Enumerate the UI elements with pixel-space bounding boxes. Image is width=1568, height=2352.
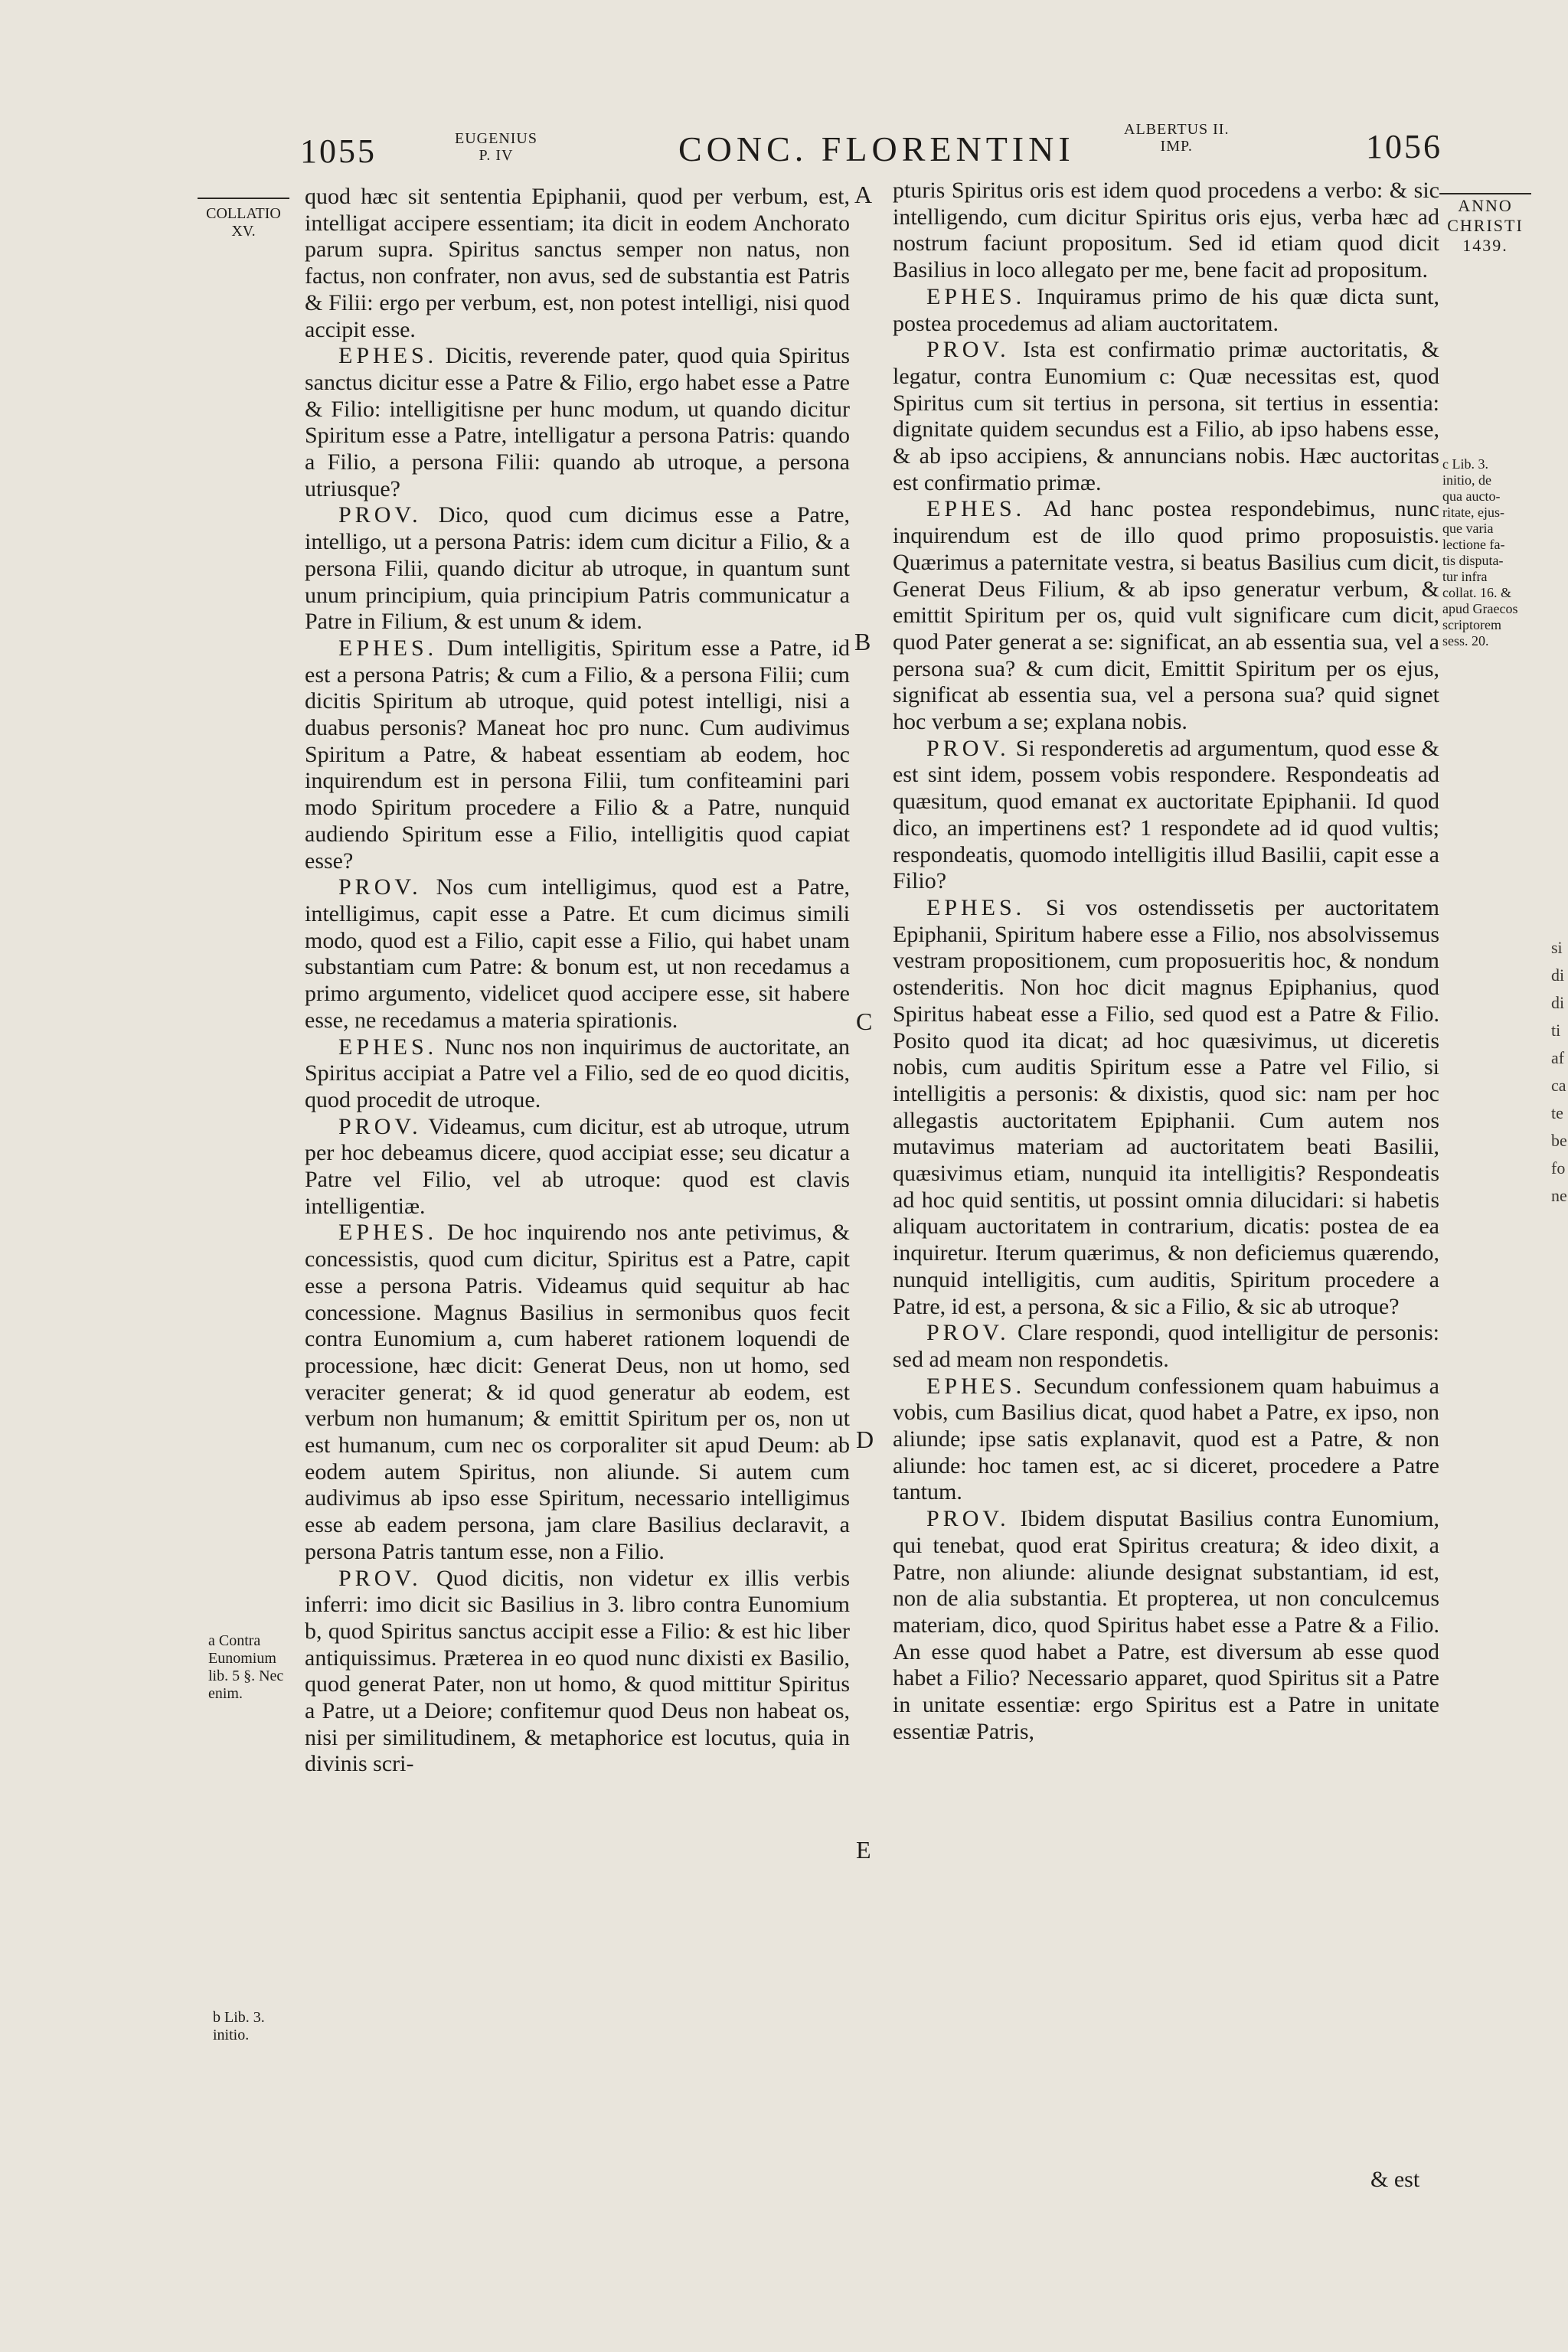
margin-line: b Lib. 3. — [213, 2009, 265, 2026]
speaker-label: PROV. — [926, 1506, 1010, 1532]
right-text-column — [893, 178, 1439, 1745]
page-title: CONC. FLORENTINI — [678, 129, 1075, 168]
speaker-label: EPHES. — [926, 894, 1026, 920]
paragraph-text: Si responderetis ad argumentum, quod esse & est sint idem, possem vobis respondere. Respondeatis ad quæsitum, quod emanat ex auctoritate Epiphanii. Id quod dico, an impertinens est? 1 respondete ad id quod vultis; respondeatis, quomodo intelligitis illud Basilii, capit esse a Filio? — [893, 735, 1440, 894]
paragraph — [893, 1506, 1439, 1745]
speaker-label: EPHES. — [926, 283, 1026, 309]
paragraph — [305, 343, 850, 502]
catchword: & est — [1370, 2167, 1420, 2192]
margin-line: qua aucto- — [1442, 488, 1501, 504]
left-text-column — [305, 184, 850, 1778]
paragraph — [893, 736, 1439, 895]
speaker-label: PROV. — [338, 502, 422, 528]
margin-line: lib. 5 §. Nec — [208, 1668, 284, 1684]
edge-fragment: ca — [1551, 1076, 1566, 1095]
paragraph-text: Quod dicitis, non videtur ex illis verbis inferri: imo dicit sic Basilius in 3. libro contra Eunomium b, quod Spiritus sanctus accipit esse a Filio: & est hic liber antiquissimus. Præterea in eo quod nunc dixisti ex Basilio, quod generat Pater, non ut homo, & quod mittitur Spiritus a Patre, ut a Deiore; confitemur quod Deus non habeat os, nisi per similitudinem, & metaphorice est locutus, quia in divinis scri- — [305, 1565, 851, 1777]
speaker-label: EPHES. — [338, 1220, 438, 1246]
speaker-label: EPHES. — [338, 635, 438, 661]
paragraph — [893, 895, 1439, 1320]
left-running-head — [455, 130, 537, 164]
margin-line: lectione fa- — [1442, 537, 1505, 552]
margin-line: a Contra — [208, 1632, 261, 1649]
speaker-label: PROV. — [338, 1113, 422, 1139]
margin-note-c — [1442, 456, 1537, 649]
edge-fragment: af — [1551, 1048, 1565, 1067]
paragraph-text: Nos cum intelligimus, quod est a Patre, intelligimus, capit esse a Patre. Et cum dicimus simili modo, quod est a Filio, capit esse a Filio, qui habet unam substantiam cum Patre: & bonum est, ut non recedamus a primo argumento, videlicet quod accipere esse, sit habere esse, ne recedamus a materia spirationis. — [305, 874, 851, 1033]
paragraph — [893, 496, 1439, 735]
paragraph-text: Clare respondi, quod intelligitur de personis: sed ad meam non respondetis. — [893, 1320, 1439, 1372]
margin-line: sess. 20. — [1442, 633, 1489, 648]
anno-rule — [1439, 193, 1531, 194]
paragraph — [305, 874, 850, 1034]
paragraph-text: De hoc inquirendo nos ante petivimus, & concessistis, quod cum dicitur, Spiritus est a Patre, capit esse a persona Patris. Videamus quid sequitur ab hac concessione. Magnus Basilius in sermonibus quos fecit contra Eunomium a, cum haberet rationem loquendi de processione, hæc dicit: Generat Deus, non ut homo, sed veraciter generat; & id quod generatur ab eodem, est verbum non humanum; & emittit Spiritum per os, non ut est humanum, cum nec os corporaliter sit apud Deum: ab eodem autem Spiritus, non aliunde. Si autem cum audivimus ab ipso esse Spiritum, necessario intelligimus esse ab eadem persona, jam clare Basilius declaravit, a persona Patris tantum esse, non a Filio. — [305, 1220, 851, 1564]
paragraph — [305, 502, 850, 635]
paragraph-text: Nunc nos non inquirimus de auctoritate, an Spiritus accipiat a Patre vel a Filio, sed de eo quod dicitis, quod procedit de utroque. — [305, 1034, 851, 1112]
paragraph — [305, 1220, 850, 1565]
paragraph-text: Dicitis, reverende pater, quod quia Spiritus sanctus dicitur esse a Patre & Filio, ergo habet esse a Patre & Filio: intelligitisne per hunc modum, ut quando dicitur Spiritum esse a Patre, intelligatur a persona Patris: quando a Filio, a persona Filii: quando ab utroque, a persona utriusque? — [305, 343, 851, 501]
margin-line: scriptorem — [1442, 617, 1501, 632]
edge-fragment: te — [1551, 1103, 1563, 1122]
paragraph-text: Inquiramus primo de his quæ dicta sunt, postea procedemus ad aliam auctoritatem. — [893, 283, 1439, 336]
speaker-label: PROV. — [338, 874, 422, 900]
edge-fragment: be — [1551, 1131, 1567, 1150]
right-running-head — [1124, 121, 1229, 155]
edge-fragment: di — [1551, 993, 1565, 1012]
paragraph-text: Ibidem disputat Basilius contra Eunomium, qui tenebat, quod erat Spiritus creatura; & ideo dixit, a Patre, non aliunde: aliunde designat substantiam, id est, non de alia substantia. Et propterea, ut non conculcemus materiam, dico, quod Spiritus habet esse a Patre & a Filio. An esse quod habet a Patre, est diversum ab esse quod habet a Filio? Necessario apparet, quod Spiritus sit a Patre in unitate essentiæ: ergo Spiritus est a Patre in unitate essentiæ Patris, — [893, 1506, 1440, 1744]
margin-line: CHRISTI — [1447, 216, 1524, 235]
collatio-rule — [198, 198, 289, 199]
speaker-label: EPHES. — [926, 1373, 1026, 1399]
paragraph-text: Videamus, cum dicitur, est ab utroque, utrum per hoc debeamus dicere, quod accipiat esse; seu dicatur a Patre vel Filio, vel ab utroque: quod est clavis intelligentiæ. — [305, 1113, 850, 1219]
speaker-label: PROV. — [338, 1565, 422, 1591]
paragraph — [893, 1320, 1439, 1373]
margin-line: initio. — [213, 2027, 250, 2043]
speaker-label: PROV. — [926, 1320, 1010, 1346]
margin-line: 1439. — [1462, 236, 1508, 255]
paragraph-text: Si vos ostendissetis per auctoritatem Epiphanii, Spiritum habere esse a Filio, nos absolvissemus vestram propositionem, cum proposueritis hoc, & nondum ostenderitis. Non hoc dicit magnus Epiphanius, quod Spiritus habeat esse a Filio, sed quod est a Patre & Filio. Posito quod ita dicat; ad hoc quæsivimus, ut diceretis nobis, cum auditis Spiritum esse a Patre vel Filio, si intelligitis a personis: & dixistis, quod sic: nam per hoc allegastis auctoritatem Epiphanii. Cum autem nos mutavimus materiam ad auctoritatem beati Basilii, quæsivimus etiam, nunquid ita intelligitis? Respondeatis ad hoc quid sentitis, ut possint omnia dilucidari: si habetis aliquam auctoritatem in contrarium, dicatis: postea de ea inquiretur. Iterum quærimus, & non deficiemus quærendo, nunquid intelligitis, cum auditis, Spiritum procedere a Patre, id est, a persona, & sic a Filio, & sic ab utroque? — [893, 894, 1439, 1319]
paragraph-text: Dico, quod cum dicimus esse a Patre, intelligo, ut a persona Patris: idem cum dicitur a Filio, & a persona Filii, quando dicitur ab utroque, in quantum sunt unum principium, quia principium Patris communicatur a Patre in Filium, & est unum & idem. — [305, 502, 850, 635]
paragraph — [305, 1114, 850, 1220]
edge-fragment: fo — [1551, 1158, 1566, 1178]
section-letter-b: B — [854, 628, 871, 655]
section-letter-e: E — [856, 1836, 871, 1864]
edge-fragment: ti — [1551, 1021, 1561, 1040]
margin-line: c Lib. 3. — [1442, 456, 1488, 472]
running-head-line: P. IV — [479, 147, 514, 164]
paragraph-text: Ista est confirmatio primæ auctoritatis, & legatur, contra Eunomium c: Quæ necessitas est, quod Spiritus cum sit tertius in persona, sit tertius in essentia: dignitate quidem secundus est a Filio, ab ipso habens esse, & ab ipso accipiens, & annuncians nobis. Hæc auctoritas est confirmatio primæ. — [893, 337, 1439, 495]
speaker-label: PROV. — [926, 735, 1010, 761]
margin-line: COLLATIO — [206, 205, 281, 222]
collatio-note — [198, 205, 289, 240]
paragraph-text: Dum intelligitis, Spiritum esse a Patre, id est a persona Patris; & cum a Filio, & a persona Filii; cum dicitis Spiritum ab utroque, quid potest intelligi, nisi a duabus personis? Maneat hoc pro nunc. Cum audivimus Spiritum a Patre, & habeat essentiam ab eodem, hoc inquirendum est in persona Filii, tum confiteamini pari modo Spiritum procedere a Filio & a Patre, nunquid audiendo Spiritum esse a Filio, intelligitis quod capiat esse? — [305, 635, 850, 874]
paragraph — [305, 635, 850, 874]
edge-fragment: di — [1551, 965, 1565, 985]
margin-line: tur infra — [1442, 569, 1488, 584]
running-head-line: EUGENIUS — [455, 130, 537, 147]
anno-note — [1439, 196, 1531, 256]
speaker-label: EPHES. — [926, 496, 1026, 522]
speaker-label: EPHES. — [338, 343, 438, 369]
section-letter-c: C — [856, 1008, 873, 1035]
paragraph — [305, 184, 850, 343]
margin-line: XV. — [231, 223, 256, 240]
edge-fragment: si — [1551, 938, 1563, 957]
margin-line: collat. 16. & — [1442, 585, 1511, 600]
margin-line: enim. — [208, 1685, 243, 1702]
section-letter-a: A — [854, 181, 873, 208]
paragraph — [893, 178, 1439, 284]
margin-line: tis disputa- — [1442, 553, 1504, 568]
section-letter-d: D — [856, 1426, 874, 1453]
margin-note-b — [213, 2009, 265, 2044]
running-head-line: ALBERTUS II. — [1124, 121, 1230, 138]
paragraph — [893, 1374, 1439, 1507]
edge-fragments — [1551, 934, 1568, 1210]
speaker-label: PROV. — [926, 337, 1010, 363]
margin-line: ritate, ejus- — [1442, 505, 1504, 520]
paragraph — [893, 284, 1439, 337]
right-page-number: 1056 — [1366, 128, 1442, 165]
paragraph — [893, 337, 1439, 496]
margin-line: ANNO — [1458, 196, 1513, 215]
margin-line: initio, de — [1442, 472, 1491, 488]
margin-line: Eunomium — [208, 1650, 276, 1667]
margin-line: apud Graecos — [1442, 601, 1518, 616]
paragraph — [305, 1034, 850, 1114]
paragraph — [305, 1566, 850, 1779]
paragraph-text: quod hæc sit sententia Epiphanii, quod per verbum, est, intelligat accipere essentiam; ita dicit in eodem Anchorato parum supra. Spiritus sanctus semper non natus, non factus, non confrater, non avus, sed de substantia est Patris & Filii: ergo per verbum, est, non potest intelligi, nisi quod accipit esse. — [305, 184, 850, 342]
running-head-line: IMP. — [1160, 138, 1193, 155]
margin-note-a — [208, 1632, 283, 1703]
paragraph-text: pturis Spiritus oris est idem quod procedens a verbo: & sic intelligendo, cum dicitur Spiritus oris ejus, verba hæc ad nostrum faciunt propositum. Sed id etiam quod dicit Basilius in loco allegato per me, bene facit ad propositum. — [893, 178, 1439, 283]
edge-fragment: ne — [1551, 1186, 1567, 1205]
speaker-label: EPHES. — [338, 1034, 438, 1060]
paragraph-text: Ad hanc postea respondebimus, nunc inquirendum est de illo quod primo proposuistis. Quærimus a paternitate vestra, si beatus Basilius cum dicit, Generat Deus Filium, & ab ipso generatur verbum, & emittit Spiritum per os, quid vult significare cum dicit, quod Pater generat a se: significat, an ab essentia sua, vel a persona sua? & cum dicit, Emittit Spiritum per os ejus, significat ab essentia sua, vel a persona sua? quid signet hoc verbum a se; explana nobis. — [893, 496, 1439, 735]
left-page-number: 1055 — [300, 132, 377, 170]
margin-line: que varia — [1442, 521, 1494, 536]
paragraph-text: Secundum confessionem quam habuimus a vobis, cum Basilius dicat, quod habet a Patre, ex ipso, non aliunde; ipse satis explanavit, quod est a Patre, & non aliunde: hoc tamen est, ac si diceret, procedere a Patre tantum. — [893, 1373, 1439, 1505]
